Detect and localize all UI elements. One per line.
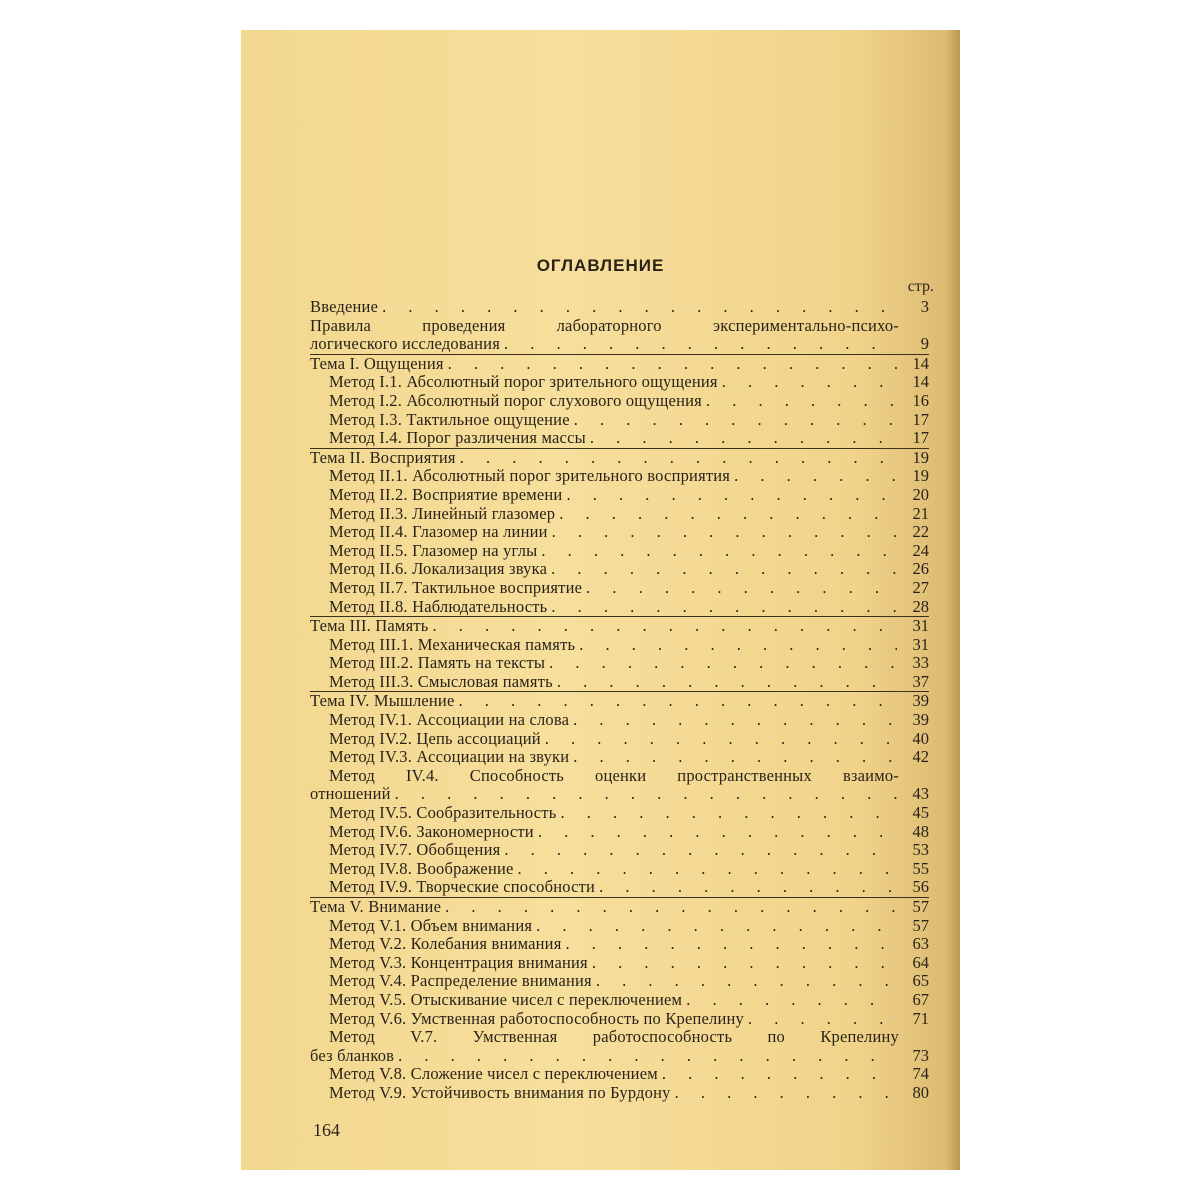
toc-entry-title: Тема III. Память [310, 616, 429, 636]
toc-entry [310, 897, 929, 917]
toc-entry-page: 28 [912, 596, 929, 616]
toc-entry-page: 39 [912, 710, 929, 730]
toc-entry-page: 14 [912, 372, 929, 392]
toc-entry-page: 17 [912, 428, 929, 448]
dot-leader [504, 335, 897, 354]
dot-leader [545, 730, 897, 749]
toc-entry [310, 1047, 929, 1066]
toc-entry-title: Метод I.1. Абсолютный порог зрительного ощущения [329, 372, 718, 392]
toc-entry-page: 63 [912, 934, 929, 954]
dot-leader [573, 748, 897, 767]
toc-entry-title: Метод IV.3. Ассоциации на звуки [329, 747, 570, 767]
toc-entry-title: Метод II.8. Наблюдательность [329, 596, 548, 616]
toc-entry-title: Метод I.2. Абсолютный порог слухового ощущения [329, 390, 702, 410]
toc-entry-page: 57 [912, 915, 929, 935]
toc-entry [310, 878, 929, 897]
toc-entry [310, 711, 929, 730]
toc-entry-title: Метод II.3. Линейный глазомер [329, 503, 556, 523]
toc-entry-page: 19 [912, 466, 929, 486]
toc-entry-page: 19 [912, 447, 929, 467]
dot-leader [433, 617, 898, 636]
toc-entry-page: 53 [912, 840, 929, 860]
dot-leader [706, 392, 897, 411]
toc-entry [310, 467, 929, 486]
toc-entry-page: 26 [912, 559, 929, 579]
toc-entry-title: Метод I.4. Порог различения массы [329, 428, 586, 448]
dot-leader [686, 991, 897, 1010]
dot-leader [675, 1084, 897, 1103]
toc-entry-title: Метод IV.4. Способность оценки пространственных взаимо- [329, 765, 899, 785]
toc-entry [310, 542, 929, 561]
toc-entry-title: Тема IV. Мышление [310, 691, 455, 711]
toc-entry-title: Метод V.6. Умственная работоспособность по Крепелину [329, 1008, 744, 1028]
toc-entry-title: Метод IV.6. Закономерности [329, 821, 534, 841]
toc-entry [310, 579, 929, 598]
toc-entry [310, 673, 929, 692]
toc-entry-page: 67 [912, 989, 929, 1009]
dot-leader [592, 954, 897, 973]
dot-leader [536, 917, 897, 936]
dot-leader [590, 429, 897, 448]
toc-entry [310, 935, 929, 954]
toc-entry-page: 57 [912, 897, 929, 916]
toc-entry [310, 1065, 929, 1084]
toc-entry-title: Метод V.3. Концентрация внимания [329, 952, 588, 972]
dot-leader [395, 785, 897, 804]
toc-entry [310, 860, 929, 879]
dot-leader [559, 505, 897, 524]
toc-entry [310, 636, 929, 655]
dot-leader [662, 1065, 897, 1084]
toc-entry-title: Тема I. Ощущения [310, 353, 444, 373]
toc-entry-title: Метод II.2. Восприятие времени [329, 484, 563, 504]
toc-entry-title: Метод IV.5. Сообразительность [329, 803, 557, 823]
toc-entry [310, 785, 929, 804]
dot-leader [551, 598, 897, 617]
toc-entry-page: 48 [912, 821, 929, 841]
toc-entry [310, 804, 929, 823]
toc-entry-page: 43 [912, 784, 929, 804]
dot-leader [398, 1047, 897, 1066]
toc-entry-title: Метод V.8. Сложение чисел с переключением [329, 1064, 658, 1084]
dot-leader [549, 654, 897, 673]
dot-leader [557, 673, 897, 692]
toc-entry-title: Метод IV.7. Обобщения [329, 840, 501, 860]
dot-leader [566, 935, 898, 954]
toc-entry-title: Тема V. Внимание [310, 897, 442, 916]
dot-leader [538, 823, 897, 842]
dot-leader [518, 860, 897, 879]
toc-entry-title: Метод III.3. Смысловая память [329, 671, 553, 691]
dot-leader [722, 373, 897, 392]
dot-leader [552, 523, 897, 542]
toc-entry-page: 31 [912, 616, 929, 636]
toc-entry [310, 598, 929, 617]
dot-leader [541, 542, 897, 561]
toc-entry [310, 373, 929, 392]
toc-entry-title: Правила проведения лабораторного экспериментально-психо- [310, 315, 899, 335]
toc-entry [310, 505, 929, 524]
dot-leader [734, 467, 897, 486]
toc-entry [310, 767, 929, 786]
dot-leader [586, 579, 897, 598]
toc-entry [310, 917, 929, 936]
toc-entry-page: 9 [920, 334, 929, 354]
toc-entry-title: Метод III.1. Механическая память [329, 634, 576, 654]
toc-entry-title: Метод V.1. Объем внимания [329, 915, 533, 935]
toc-entry [310, 317, 929, 336]
dot-leader [748, 1010, 897, 1029]
toc-entry-title: Метод V.9. Устойчивость внимания по Бурдону [329, 1082, 671, 1102]
dot-leader [560, 804, 897, 823]
toc-entry-title: без бланков [310, 1045, 395, 1065]
toc-entry [310, 841, 929, 860]
toc-entry-title: Метод V.4. Распределение внимания [329, 971, 592, 991]
toc-entry [310, 429, 929, 448]
toc-entry-page: 3 [920, 297, 929, 316]
toc-entry-title: Метод IV.1. Ассоциации на слова [329, 710, 570, 730]
dot-leader [573, 711, 897, 730]
toc-entry-page: 21 [912, 503, 929, 523]
toc-entry [310, 411, 929, 430]
toc-entry-title: Метод III.2. Память на тексты [329, 653, 546, 673]
toc-entry-page: 73 [912, 1045, 929, 1065]
dot-leader [445, 898, 897, 917]
book-page [241, 30, 960, 1170]
toc-entry-title: Метод II.5. Глазомер на углы [329, 540, 538, 560]
dot-leader [460, 449, 897, 468]
toc-entry-page: 71 [912, 1008, 929, 1028]
page-title: ОГЛАВЛЕНИЕ [536, 256, 665, 275]
toc-entry-page: 16 [912, 390, 929, 410]
toc-entry-page: 42 [912, 747, 929, 767]
dot-leader [448, 355, 897, 374]
toc-entry [310, 823, 929, 842]
toc-entry-title: отношений [310, 784, 391, 804]
toc-entry [310, 616, 929, 636]
toc-entry [310, 298, 929, 317]
toc-entry-page: 74 [912, 1064, 929, 1084]
toc-entry-page: 14 [912, 353, 929, 373]
dot-leader [566, 486, 897, 505]
toc-entry-page: 64 [912, 952, 929, 972]
toc-entry-title: Метод II.1. Абсолютный порог зрительного восприятия [329, 466, 731, 486]
toc-entry-page: 20 [912, 484, 929, 504]
toc-entry [310, 560, 929, 579]
toc-entry [310, 1084, 929, 1103]
toc-entry-title: Метод V.2. Колебания внимания [329, 934, 562, 954]
toc-entry-page: 33 [912, 653, 929, 673]
toc-entry-title: Метод II.6. Локализация звука [329, 559, 548, 579]
toc-entry-page: 31 [912, 634, 929, 654]
dot-leader [551, 560, 897, 579]
toc-entry-page: 65 [912, 971, 929, 991]
dot-leader [382, 298, 897, 317]
toc-entry-title: Метод V.5. Отыскивание чисел с переключением [329, 989, 683, 1009]
dot-leader [596, 972, 897, 991]
toc-entry [310, 991, 929, 1010]
toc-entry-page: 56 [912, 877, 929, 897]
toc-entry [310, 1028, 929, 1047]
page-number: 164 [313, 1120, 340, 1140]
toc-entry [310, 691, 929, 711]
toc-entry-title: Метод I.3. Тактильное ощущение [329, 409, 570, 429]
dot-leader [504, 841, 897, 860]
toc-entry-page: 80 [912, 1082, 929, 1102]
toc-entry [310, 730, 929, 749]
toc-entry-title: Метод II.7. Тактильное восприятие [329, 577, 583, 597]
toc-entry-title: Введение [310, 297, 379, 316]
toc-entry-title: Метод IV.9. Творческие способности [329, 877, 596, 897]
toc-entry-page: 40 [912, 728, 929, 748]
dot-leader [579, 636, 897, 655]
toc-entry [310, 448, 929, 468]
toc-entry [310, 748, 929, 767]
toc-entry-page: 27 [912, 577, 929, 597]
dot-leader [599, 878, 897, 897]
page-column-label: стр. [907, 278, 934, 295]
toc-entry-title: Метод V.7. Умственная работоспособность по Крепелину [329, 1027, 899, 1047]
toc-entry-title: Метод IV.2. Цепь ассоциаций [329, 728, 541, 748]
toc-entry [310, 972, 929, 991]
toc-entry [310, 523, 929, 542]
toc-entry-title: Тема II. Восприятия [310, 447, 456, 467]
toc-entry-page: 45 [912, 803, 929, 823]
toc-entry [310, 654, 929, 673]
toc-entry-title: логического исследования [310, 334, 501, 354]
toc-entry [310, 1010, 929, 1029]
toc-entry-page: 24 [912, 540, 929, 560]
table-of-contents [310, 298, 929, 1103]
toc-entry-page: 17 [912, 409, 929, 429]
toc-entry [310, 335, 929, 354]
dot-leader [459, 692, 898, 711]
toc-entry [310, 954, 929, 973]
toc-entry-page: 37 [912, 671, 929, 691]
toc-entry [310, 392, 929, 411]
toc-entry-title: Метод II.4. Глазомер на линии [329, 522, 548, 542]
toc-entry-title: Метод IV.8. Воображение [329, 858, 514, 878]
toc-entry [310, 354, 929, 374]
toc-entry-page: 22 [912, 522, 929, 542]
toc-entry-page: 39 [912, 691, 929, 711]
dot-leader [574, 411, 897, 430]
toc-entry [310, 486, 929, 505]
toc-entry-page: 55 [912, 858, 929, 878]
